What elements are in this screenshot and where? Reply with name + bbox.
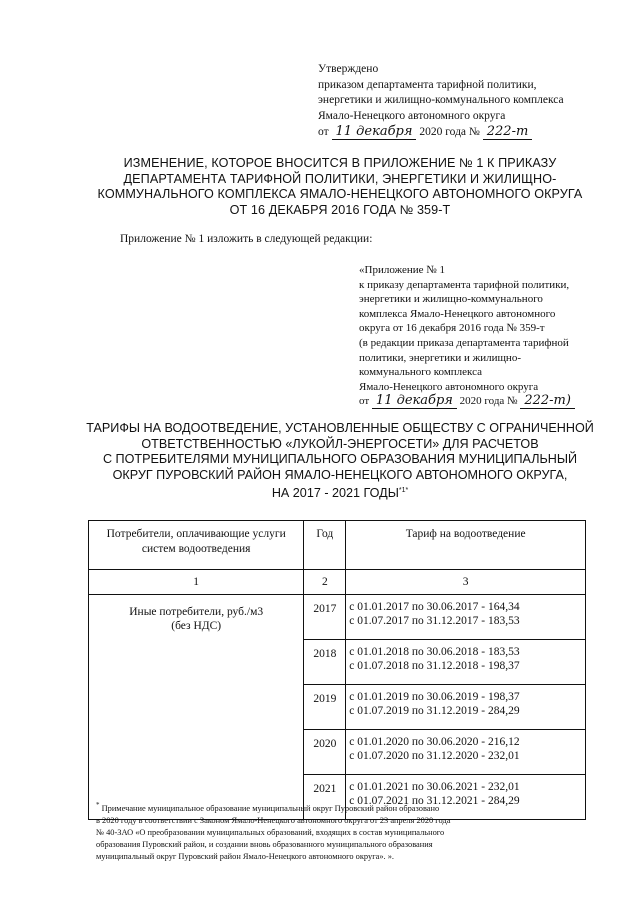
column-number: 3 (346, 570, 586, 595)
approval-date-line (318, 124, 618, 141)
approval-line-2: приказом департамента тарифной политики, (318, 78, 537, 91)
year-cell: 2017 (304, 595, 346, 640)
document-title-line: ИЗМЕНЕНИЕ, КОТОРОЕ ВНОСИТСЯ В ПРИЛОЖЕНИЕ № 1 К ПРИКАЗУ (123, 156, 557, 170)
tariff-table (88, 520, 586, 820)
footnote-line: № 40-ЗАО «О преобразовании муниципальных образований, входящих в состав муниципального (96, 827, 445, 837)
header-consumers: Потребители, оплачивающие услуги систем водоотведения (89, 521, 304, 570)
appendix-year-text: 2020 года № (459, 395, 518, 408)
approval-date-prefix: от (318, 126, 329, 138)
column-number: 1 (89, 570, 304, 595)
document-title-line: ОТ 16 ДЕКАБРЯ 2016 ГОДА № 359-Т (229, 202, 451, 217)
table-row (89, 595, 586, 640)
appendix-block (359, 263, 619, 409)
document-title-line: КОММУНАЛЬНОГО КОМПЛЕКСА ЯМАЛО-НЕНЕЦКОГО АВТОНОМНОГО ОКРУГА (97, 187, 583, 201)
approval-line-3: энергетики и жилищно-коммунального комплекса (318, 94, 564, 106)
appendix-line: округа от 16 декабря 2016 года № 359-т (359, 322, 545, 335)
intro-text: Приложение № 1 изложить в следующей редакции: (120, 233, 373, 245)
appendix-line: энергетики и жилищно-коммунального (359, 293, 543, 306)
year-cell: 2019 (304, 685, 346, 730)
approval-block (318, 62, 618, 141)
table-header-row (89, 521, 586, 570)
tariff-title-line: ОТВЕТСТВЕННОСТЬЮ «ЛУКОЙЛ-ЭНЕРГОСЕТИ» ДЛЯ РАСЧЕТОВ (141, 436, 539, 451)
appendix-line: «Приложение № 1 (359, 264, 446, 276)
approval-year-text: 2020 года № (419, 126, 480, 138)
tariff-cell: с 01.01.2019 по 30.06.2019 - 198,37 с 01.07.2019 по 31.12.2019 - 284,29 (346, 685, 586, 730)
footnote (96, 799, 588, 863)
appendix-handwritten-date: 11 декабря (372, 393, 457, 409)
footnote-line: * Примечание муниципальное образование муниципальный округ Пуровский район образовано (96, 801, 440, 813)
year-cell: 2020 (304, 730, 346, 775)
tariff-title (60, 421, 620, 502)
header-tariff: Тариф на водоотведение (346, 521, 586, 570)
appendix-line: политики, энергетики и жилищно- (359, 351, 521, 364)
appendix-line: коммунального комплекса (359, 366, 483, 379)
document-title (60, 156, 620, 218)
tariff-title-line (60, 483, 620, 502)
consumer-category-cell: Иные потребители, руб./м3 (без НДС) (89, 595, 304, 820)
column-number: 2 (304, 570, 346, 595)
header-year: Год (304, 521, 346, 570)
footnote-line: муниципальный округ Пуровский район Ямало-Ненецкого автономного округа». ». (96, 851, 395, 861)
footnote-mark: *1* (398, 487, 409, 494)
tariff-cell: с 01.01.2021 по 30.06.2021 - 232,01 с 01.07.2021 по 31.12.2021 - 284,29 (346, 775, 586, 820)
appendix-line: Ямало-Ненецкого автономного округа (359, 380, 539, 393)
appendix-line: комплекса Ямало-Ненецкого автономного (359, 307, 556, 320)
tariff-title-line: ОКРУГ ПУРОВСКИЙ РАЙОН ЯМАЛО-НЕНЕЦКОГО АВТОНОМНОГО ОКРУГА, (112, 467, 568, 482)
year-cell: 2018 (304, 640, 346, 685)
approval-line-1: Утверждено (318, 63, 379, 75)
tariff-cell: с 01.01.2017 по 30.06.2017 - 164,34 с 01.07.2017 по 31.12.2017 - 183,53 (346, 595, 586, 640)
tariff-title-line: ТАРИФЫ НА ВОДООТВЕДЕНИЕ, УСТАНОВЛЕННЫЕ ОБЩЕСТВУ С ОГРАНИЧЕННОЙ (86, 421, 594, 435)
document-title-line: ДЕПАРТАМЕНТА ТАРИФНОЙ ПОЛИТИКИ, ЭНЕРГЕТИКИ И ЖИЛИЩНО- (123, 171, 557, 186)
appendix-line: (в редакции приказа департамента тарифной (359, 336, 569, 349)
tariff-title-line: С ПОТРЕБИТЕЛЯМИ МУНИЦИПАЛЬНОГО ОБРАЗОВАНИЯ МУНИЦИПАЛЬНЫЙ (102, 452, 578, 466)
approval-line-4: Ямало-Ненецкого автономного округа (318, 109, 506, 122)
footnote-line: образования Пуровский район, и создании вновь образованного муниципального образования (96, 839, 433, 849)
appendix-date-line (359, 394, 619, 409)
table-number-row (89, 570, 586, 595)
footnote-line: в 2020 году в соответствии с Законом Ямало-Ненецкого автономного округа от 23 апреля 2020 года (96, 815, 451, 825)
tariff-cell: с 01.01.2020 по 30.06.2020 - 216,12 с 01.07.2020 по 31.12.2020 - 232,01 (346, 730, 586, 775)
appendix-date-prefix: от (359, 395, 370, 408)
appendix-handwritten-number: 222-т) (520, 393, 575, 409)
appendix-line: к приказу департамента тарифной политики, (359, 278, 570, 291)
tariff-cell: с 01.01.2018 по 30.06.2018 - 183,53 с 01.07.2018 по 31.12.2018 - 198,37 (346, 640, 586, 685)
tariff-title-years: НА 2017 - 2021 ГОДЫ (271, 486, 399, 501)
footnote-mark: * (96, 801, 100, 809)
approval-handwritten-number: 222-т (483, 124, 533, 140)
approval-handwritten-date: 11 декабря (332, 124, 417, 140)
year-cell: 2021 (304, 775, 346, 820)
